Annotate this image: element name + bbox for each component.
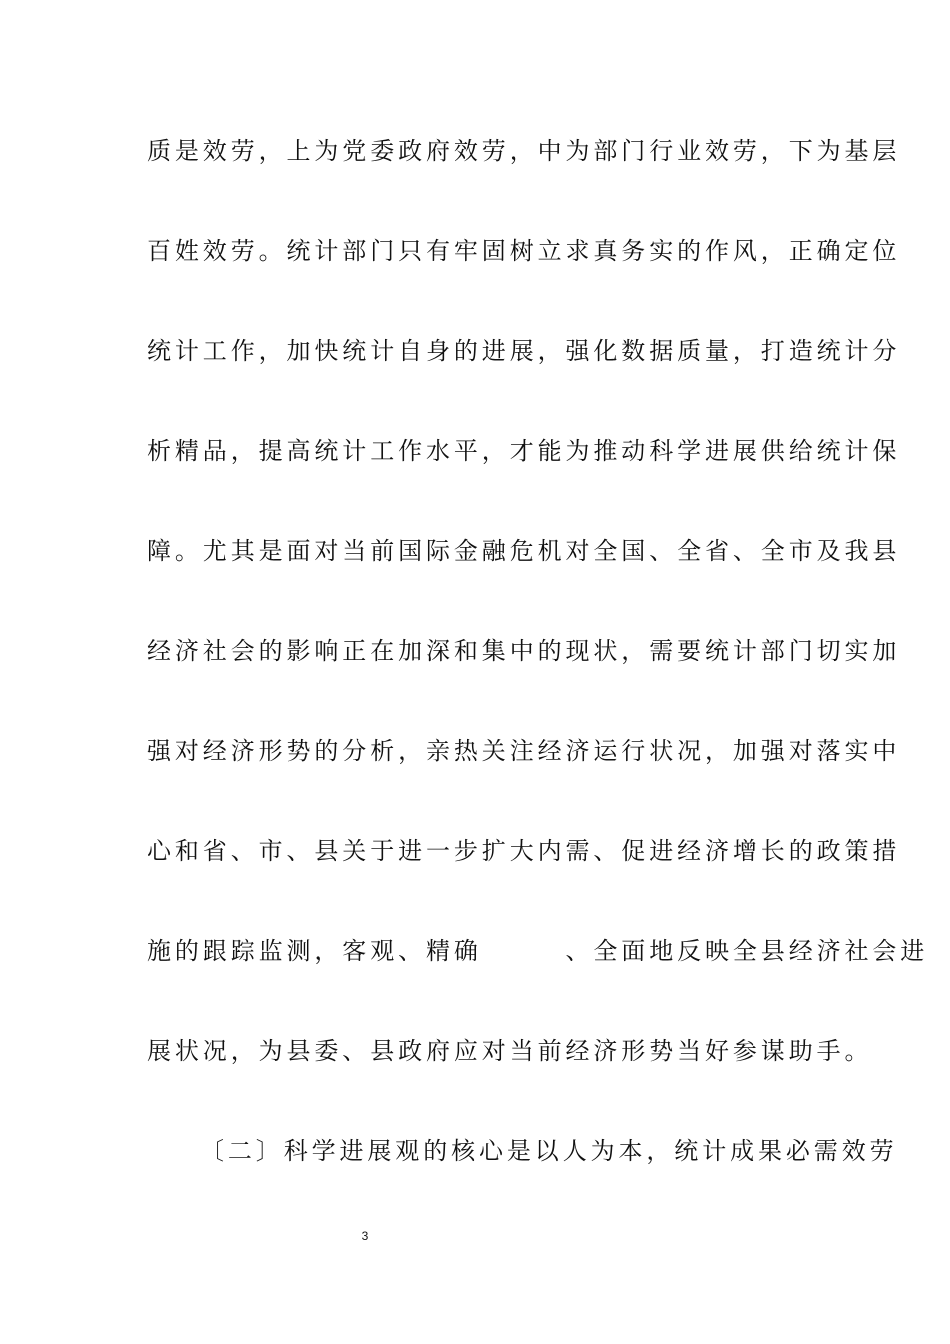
body-line: 障。尤其是面对当前国际金融危机对全国、全省、全市及我县 [147, 537, 901, 565]
body-line: 心和省、市、县关于进一步扩大内需、促进经济增长的政策措 [147, 837, 901, 865]
body-line: 质是效劳，上为党委政府效劳，中为部门行业效劳，下为基层 [147, 137, 901, 165]
body-line: 强对经济形势的分析，亲热关注经济运行状况，加强对落实中 [147, 737, 901, 765]
body-line: 统计工作，加快统计自身的进展，强化数据质量，打造统计分 [147, 337, 901, 365]
body-line: 展状况，为县委、县政府应对当前经济形势当好参谋助手。 [147, 1037, 873, 1065]
body-line: 经济社会的影响正在加深和集中的现状，需要统计部门切实加 [147, 637, 901, 665]
page-number: 3 [361, 1229, 369, 1243]
body-line: 百姓效劳。统计部门只有牢固树立求真务实的作风，正确定位 [147, 237, 901, 265]
body-line: 析精品，提高统计工作水平，才能为推动科学进展供给统计保 [147, 437, 901, 465]
body-line: 施的跟踪监测，客观、精确 、全面地反映全县经济社会进 [147, 937, 929, 965]
section-heading-line: 〔二〕科学进展观的核心是以人为本，统计成果必需效劳 [200, 1137, 898, 1165]
